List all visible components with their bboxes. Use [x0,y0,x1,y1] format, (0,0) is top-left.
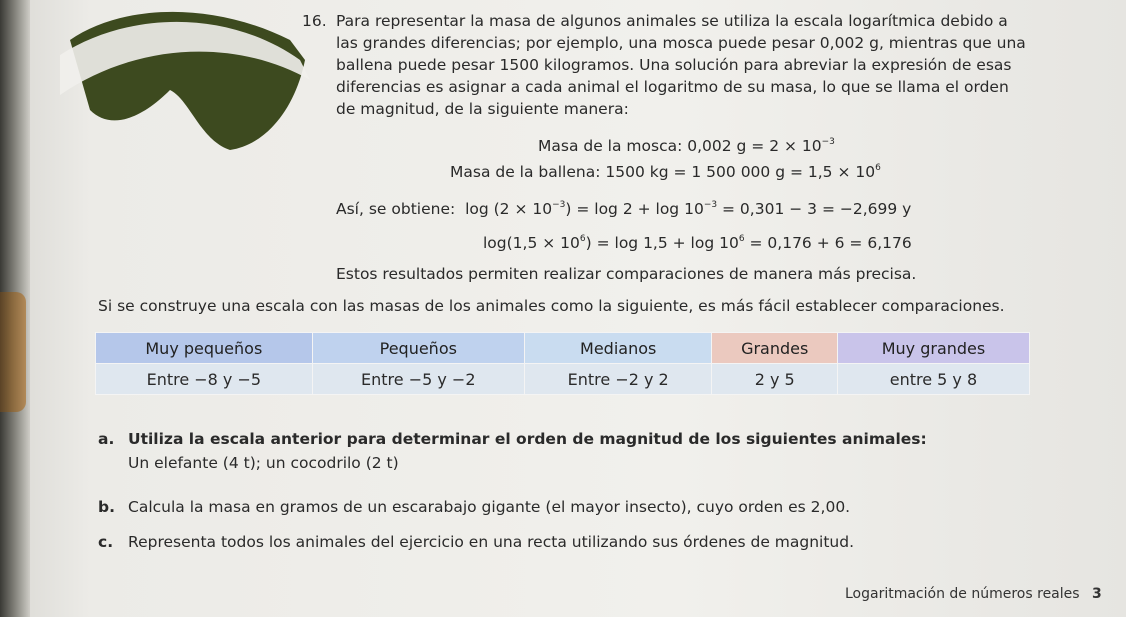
animal-illustration [60,0,310,150]
log-part: ) = log 1,5 + log 10 [585,234,739,252]
log-part: = 0,301 − 3 = −2,699 y [717,200,912,218]
log-part: = 0,176 + 6 = 6,176 [744,234,912,252]
scale-header-cell: Grandes [712,333,837,364]
log-exponent: 6 [579,234,586,244]
log-result-line-1 [336,200,911,218]
fly-mass-equation [538,137,835,155]
question-b-text: Calcula la masa en gramos de un escarabajo gigante (el mayor insecto), cuyo orden es 2,00. [128,498,851,516]
scale-header-row [96,333,1030,364]
intro-line: diferencias es asignar a cada animal el logaritmo de su masa, lo que se llama el orden [336,78,1009,96]
intro-line: las grandes diferencias; por ejemplo, una mosca puede pesar 0,002 g, mientras que una [336,34,1026,52]
log-exponent: −3 [552,200,566,210]
question-a-letter: a. [98,430,115,448]
scale-range-row [96,364,1030,395]
scale-header-cell: Muy pequeños [96,333,313,364]
footer-page-number: 3 [1092,586,1102,602]
scale-range-cell: Entre −2 y 2 [524,364,712,395]
scale-range-cell: entre 5 y 8 [837,364,1029,395]
intro-line: ballena puede pesar 1500 kilogramos. Una solución para abreviar la expresión de esas [336,56,1012,74]
intro-line: de magnitud, de la siguiente manera: [336,100,629,118]
whale-mass-equation [450,163,881,181]
scale-header-cell: Medianos [524,333,712,364]
log-part: log(1,5 × 10 [483,234,580,252]
problem-number: 16. [302,12,327,30]
scale-header-cell: Pequeños [312,333,524,364]
log-part: log (2 × 10 [465,200,553,218]
question-b-letter: b. [98,498,115,516]
log-lead-text: Así, se obtiene: [336,200,456,218]
footer-section-title: Logaritmación de números reales [845,586,1080,602]
fly-mass-exponent: −3 [821,137,835,147]
question-c-letter: c. [98,533,114,551]
page-footer [845,586,1102,602]
whale-mass-text: Masa de la ballena: 1500 kg = 1 500 000 g = 1,5 × 10 [450,163,876,181]
conclusion-text: Estos resultados permiten realizar comparaciones de manera más precisa. [336,265,917,283]
log-exponent: 6 [738,234,745,244]
log-result-line-2 [483,234,912,252]
scale-range-cell: Entre −8 y −5 [96,364,313,395]
question-a-text: Utiliza la escala anterior para determinar el orden de magnitud de los siguientes animales: [128,430,927,448]
fly-mass-text: Masa de la mosca: 0,002 g = 2 × 10 [538,137,822,155]
magnitude-scale-table [95,332,1030,395]
question-c-text: Representa todos los animales del ejercicio en una recta utilizando sus órdenes de magnitud. [128,533,855,551]
intro-line: Para representar la masa de algunos animales se utiliza la escala logarítmica debido a [336,12,1008,30]
log-exponent: −3 [703,200,718,210]
scale-header-cell: Muy grandes [837,333,1029,364]
whale-mass-exponent: 6 [875,163,881,173]
scale-range-cell: 2 y 5 [712,364,837,395]
scale-range-cell: Entre −5 y −2 [312,364,524,395]
pencil-image [0,292,26,412]
scale-intro-text: Si se construye una escala con las masas de los animales como la siguiente, es más fácil establecer comparaciones. [98,297,1005,315]
question-a-animals: Un elefante (4 t); un cocodrilo (2 t) [128,454,399,472]
log-part: ) = log 2 + log 10 [565,200,704,218]
